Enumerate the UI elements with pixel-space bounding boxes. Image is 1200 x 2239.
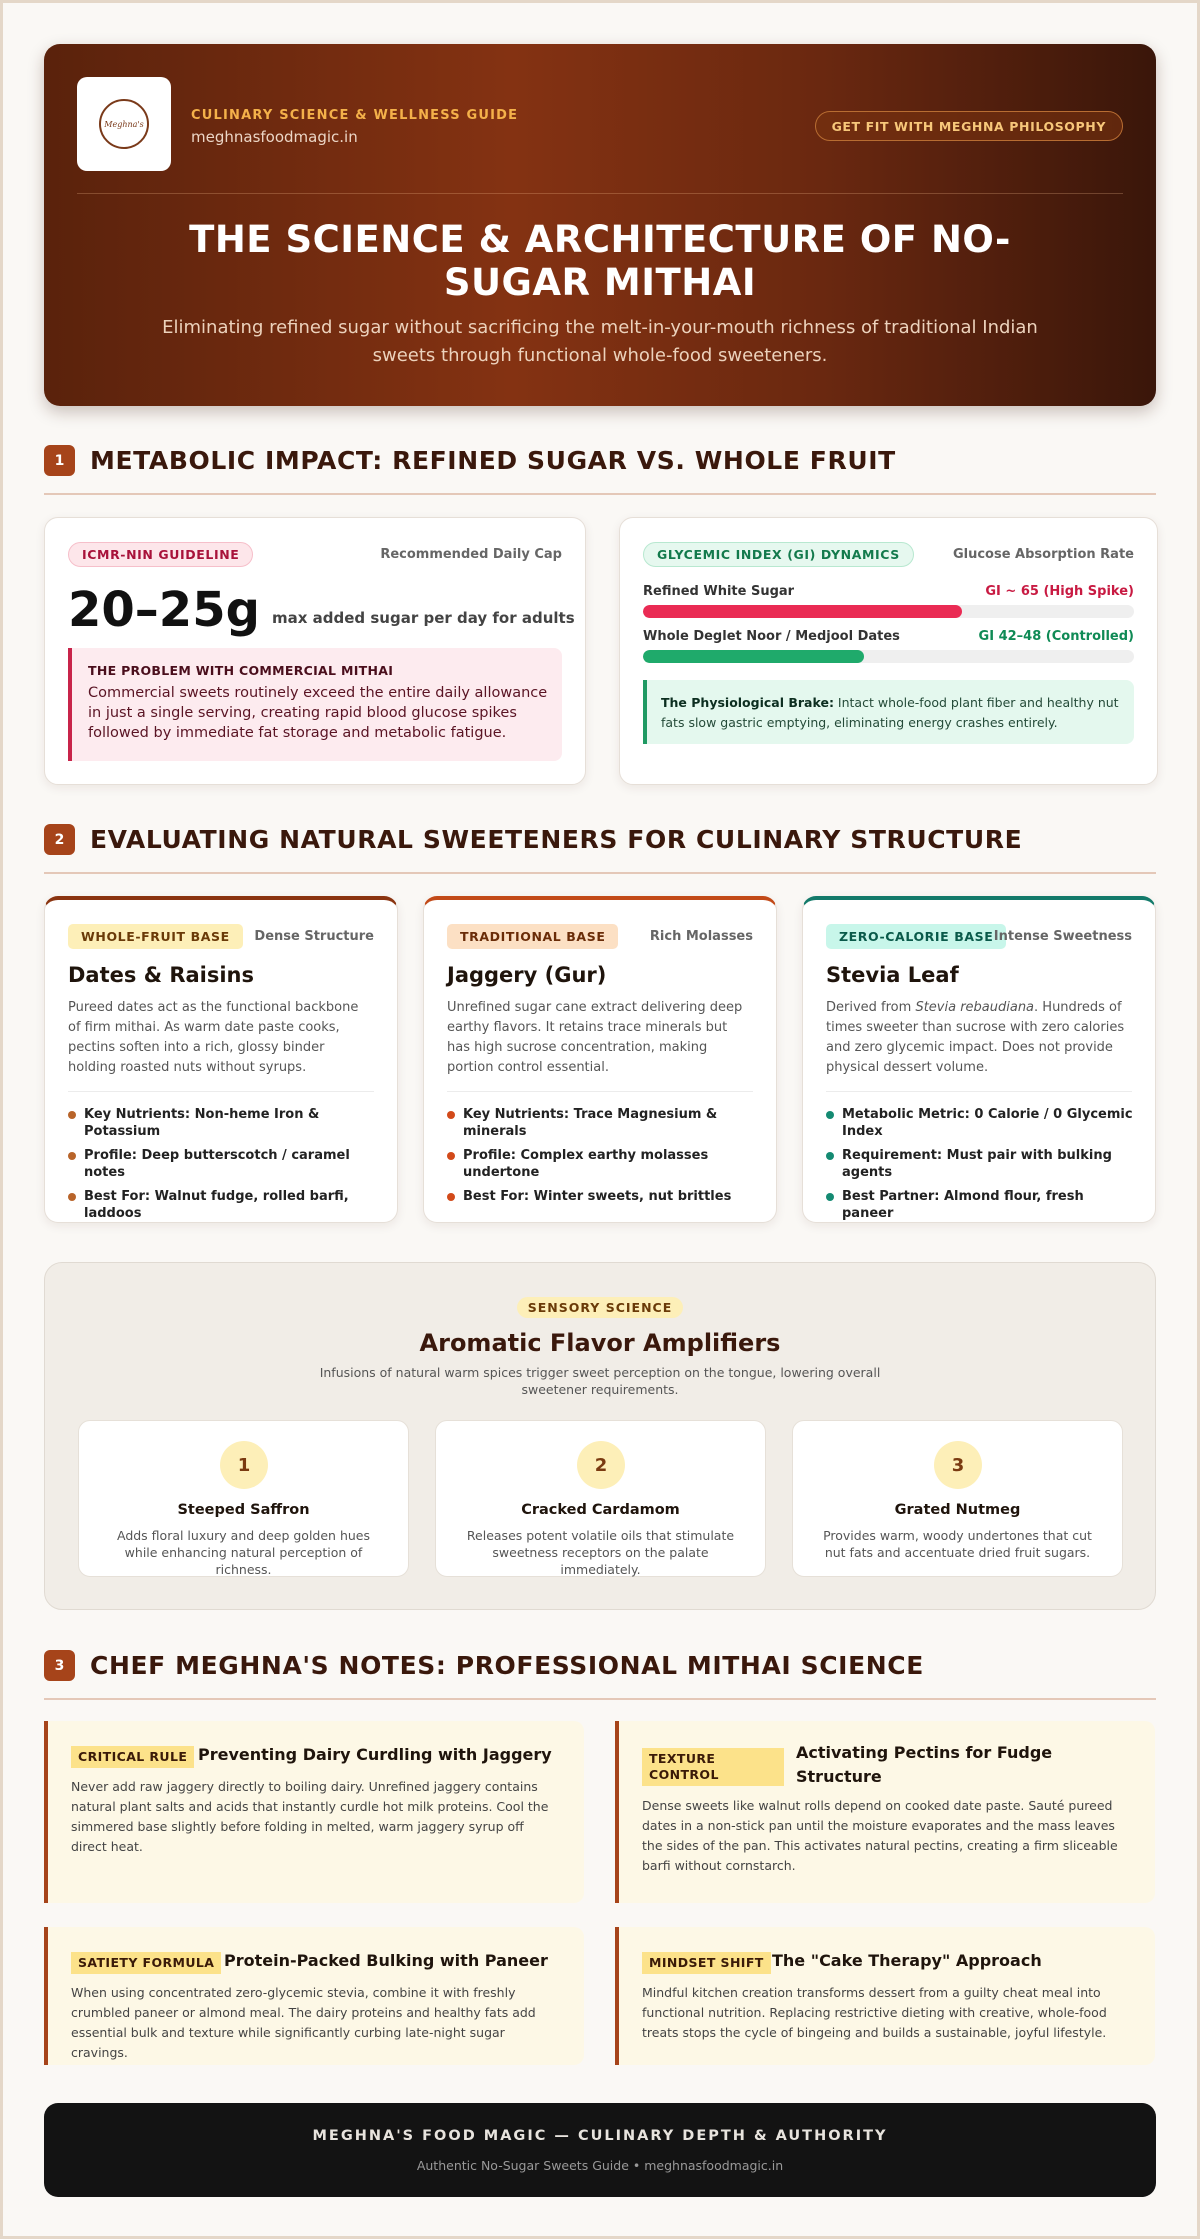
bar-label-sugar: Refined White Sugar xyxy=(643,584,795,599)
sensory-badge: SENSORY SCIENCE xyxy=(517,1297,684,1318)
note-tag: SATIETY FORMULA xyxy=(71,1952,221,1974)
site-link[interactable]: meghnasfoodmagic.in xyxy=(191,128,358,146)
sweetener-card-stevia xyxy=(802,896,1156,1223)
sweetener-title: Stevia Leaf xyxy=(826,963,959,987)
note-body: Dense sweets like walnut rolls depend on cooked date paste. Sauté pureed dates in a non-stick pan until the moisture evaporates and the mass leaves the sides of the pan. This activates natural pectins, creating a firm sliceable barfi without cornstarch. xyxy=(642,1798,1118,1873)
bullet-dot-icon xyxy=(68,1152,76,1160)
amplifier-card-nutmeg xyxy=(792,1420,1123,1577)
list-item: Requirement: Must pair with bulking agents xyxy=(826,1147,1135,1181)
note-tag: TEXTURE CONTROL xyxy=(642,1748,784,1786)
sugar-cap-value: 20–25g xyxy=(68,582,260,638)
amplifier-card-cardamom xyxy=(435,1420,766,1577)
footer xyxy=(44,2103,1156,2197)
page-subtitle: Eliminating refined sugar without sacrificing the melt-in-your-mouth richness of traditional Indian sweets through functional whole-food sweeteners. xyxy=(162,317,1038,366)
sweetener-description: Pureed dates act as the functional backbone of firm mithai. As warm date paste cooks, pectins soften into a rich, glossy binder holding roasted nuts without syrups. xyxy=(68,1000,359,1075)
section-number: 1 xyxy=(44,445,75,476)
list-item: Best Partner: Almond flour, fresh paneer xyxy=(826,1188,1135,1222)
sweetener-points xyxy=(826,1106,1135,1229)
sweetener-title: Dates & Raisins xyxy=(68,963,255,987)
problem-callout xyxy=(68,648,562,761)
sweetener-badge: ZERO-CALORIE BASE xyxy=(826,924,1006,949)
sweetener-meta: Dense Structure xyxy=(254,929,374,944)
bar-fill-sugar xyxy=(643,605,962,618)
sweetener-meta: Rich Molasses xyxy=(649,929,753,944)
footer-title: MEGHNA'S FOOD MAGIC — CULINARY DEPTH & AUTHORITY xyxy=(312,2128,888,2144)
logo-emblem-icon xyxy=(99,99,149,149)
sweetener-title: Jaggery (Gur) xyxy=(447,963,607,987)
section-number: 2 xyxy=(44,824,75,855)
amplifier-number: 3 xyxy=(934,1441,982,1489)
brake-label: The Physiological Brake: xyxy=(661,695,834,710)
glycemic-card xyxy=(619,517,1158,785)
note-body: When using concentrated zero-glycemic stevia, combine it with freshly crumbled paneer or almond meal. The dairy proteins and healthy fats add essential bulk and texture while significantly curbing late-night sugar cravings. xyxy=(71,1985,536,2060)
amplifier-desc: Releases potent volatile oils that stimulate sweetness receptors on the palate immediately. xyxy=(466,1528,735,1577)
note-card-pectins xyxy=(615,1721,1155,1903)
hero-kicker: CULINARY SCIENCE & WELLNESS GUIDE xyxy=(191,108,519,123)
section-heading-metabolic xyxy=(44,445,1156,495)
guideline-badge: ICMR-NIN GUIDELINE xyxy=(68,542,253,567)
amplifier-card-saffron xyxy=(78,1420,409,1577)
note-body: Mindful kitchen creation transforms dessert from a guilty cheat meal into functional nutrition. Replacing restrictive dieting with creative, whole-food treats stops the cycle of bingeing and builds a sustainable, joyful lifestyle. xyxy=(642,1985,1107,2040)
divider xyxy=(447,1091,753,1092)
sweetener-description: Derived from Stevia rebaudiana. Hundreds of times sweeter than sucrose with zero calories and zero glycemic impact. Does not provide physical dessert volume. xyxy=(826,1000,1125,1075)
bullet-dot-icon xyxy=(68,1111,76,1119)
guideline-meta: Recommended Daily Cap xyxy=(380,547,562,562)
amplifier-number: 1 xyxy=(220,1441,268,1489)
amplifier-desc: Adds floral luxury and deep golden hues while enhancing natural perception of richness. xyxy=(116,1528,370,1577)
note-title: Preventing Dairy Curdling with Jaggery xyxy=(198,1745,552,1764)
list-item: Key Nutrients: Trace Magnesium & minerals xyxy=(447,1106,756,1140)
sweetener-points xyxy=(447,1106,756,1212)
note-title: Protein-Packed Bulking with Paneer xyxy=(224,1951,548,1970)
sweetener-description: Unrefined sugar cane extract delivering deep earthy flavors. It retains trace minerals but has high sucrose concentration, making portion control essential. xyxy=(447,1000,743,1075)
amplifier-number: 2 xyxy=(577,1441,625,1489)
problem-title: THE PROBLEM WITH COMMERCIAL MITHAI xyxy=(88,663,394,678)
sensory-subtitle: Infusions of natural warm spices trigger sweet perception on the tongue, lowering overall sweetener requirements. xyxy=(319,1365,881,1397)
get-fit-button[interactable]: GET FIT WITH MEGHNA PHILOSOPHY xyxy=(815,111,1123,141)
bullet-dot-icon xyxy=(826,1111,834,1119)
amplifier-title: Steeped Saffron xyxy=(177,1502,310,1518)
list-item: Metabolic Metric: 0 Calorie / 0 Glycemic Index xyxy=(826,1106,1135,1140)
sugar-cap-caption: max added sugar per day for adults xyxy=(272,609,575,627)
divider xyxy=(826,1091,1132,1092)
bullet-dot-icon xyxy=(447,1193,455,1201)
section-title: EVALUATING NATURAL SWEETENERS FOR CULINARY STRUCTURE xyxy=(90,825,1023,854)
list-item: Profile: Deep butterscotch / caramel notes xyxy=(68,1147,377,1181)
list-item: Profile: Complex earthy molasses undertone xyxy=(447,1147,756,1181)
bullet-dot-icon xyxy=(826,1193,834,1201)
gi-badge: GLYCEMIC INDEX (GI) DYNAMICS xyxy=(643,542,914,567)
bar-track-sugar xyxy=(643,605,1134,618)
note-card-curdling xyxy=(44,1721,584,1903)
page-title: THE SCIENCE & ARCHITECTURE OF NO-SUGAR MITHAI xyxy=(189,218,1011,304)
gi-meta: Glucose Absorption Rate xyxy=(952,547,1134,562)
bar-value-dates: GI 42–48 (Controlled) xyxy=(978,629,1134,644)
sweetener-badge: WHOLE-FRUIT BASE xyxy=(68,924,243,949)
page xyxy=(3,3,1197,2236)
amplifier-title: Cracked Cardamom xyxy=(521,1502,680,1518)
section-heading-notes xyxy=(44,1650,1156,1700)
bullet-dot-icon xyxy=(68,1193,76,1201)
note-tag: CRITICAL RULE xyxy=(71,1746,194,1768)
note-body: Never add raw jaggery directly to boiling dairy. Unrefined jaggery contains natural plant salts and acids that instantly curdle hot milk proteins. Cool the simmered base slightly before folding in melted, warm jaggery syrup off direct heat. xyxy=(71,1779,549,1854)
bar-label-dates: Whole Deglet Noor / Medjool Dates xyxy=(643,629,900,644)
note-tag: MINDSET SHIFT xyxy=(642,1952,771,1974)
bullet-dot-icon xyxy=(447,1111,455,1119)
sweetener-badge: TRADITIONAL BASE xyxy=(447,924,618,949)
brand-logo[interactable] xyxy=(77,77,171,171)
brake-body: Intact whole-food plant fiber and healthy nut fats slow gastric emptying, eliminating energy crashes entirely. xyxy=(661,695,1119,730)
hero-divider xyxy=(77,193,1123,194)
bar-fill-dates xyxy=(643,650,864,663)
list-item: Key Nutrients: Non-heme Iron & Potassium xyxy=(68,1106,377,1140)
list-item: Best For: Winter sweets, nut brittles xyxy=(447,1188,756,1205)
sensory-title: Aromatic Flavor Amplifiers xyxy=(419,1329,781,1357)
brake-callout xyxy=(643,680,1134,744)
guideline-card xyxy=(44,517,586,785)
hero-header xyxy=(44,44,1156,406)
amplifier-desc: Provides warm, woody undertones that cut nut fats and accentuate dried fruit sugars. xyxy=(823,1528,1092,1560)
note-title: Activating Pectins for Fudge Structure xyxy=(796,1743,1053,1786)
sweetener-card-dates xyxy=(44,896,398,1223)
bullet-dot-icon xyxy=(826,1152,834,1160)
note-card-mindset xyxy=(615,1927,1155,2065)
note-title: The "Cake Therapy" Approach xyxy=(772,1951,1042,1970)
problem-body: Commercial sweets routinely exceed the entire daily allowance in just a single serving, creating rapid blood glucose spikes followed by immediate fat storage and metabolic fatigue. xyxy=(88,685,548,741)
bar-track-dates xyxy=(643,650,1134,663)
list-item: Best For: Walnut fudge, rolled barfi, laddoos xyxy=(68,1188,377,1222)
sensory-panel xyxy=(44,1262,1156,1610)
divider xyxy=(68,1091,374,1092)
logo-text: Meghna's xyxy=(104,119,144,129)
section-number: 3 xyxy=(44,1650,75,1681)
footer-subtitle: Authentic No-Sugar Sweets Guide • meghnasfoodmagic.in xyxy=(416,2158,784,2173)
sweetener-points xyxy=(68,1106,377,1229)
note-card-paneer xyxy=(44,1927,584,2065)
bar-value-sugar: GI ~ 65 (High Spike) xyxy=(985,584,1134,599)
section-title: CHEF MEGHNA'S NOTES: PROFESSIONAL MITHAI SCIENCE xyxy=(90,1651,924,1680)
amplifier-title: Grated Nutmeg xyxy=(894,1502,1021,1518)
sweetener-card-jaggery xyxy=(423,896,777,1223)
sweetener-meta: Intense Sweetness xyxy=(993,929,1132,944)
bullet-dot-icon xyxy=(447,1152,455,1160)
section-title: METABOLIC IMPACT: REFINED SUGAR VS. WHOLE FRUIT xyxy=(90,446,896,475)
section-heading-sweeteners xyxy=(44,824,1156,874)
